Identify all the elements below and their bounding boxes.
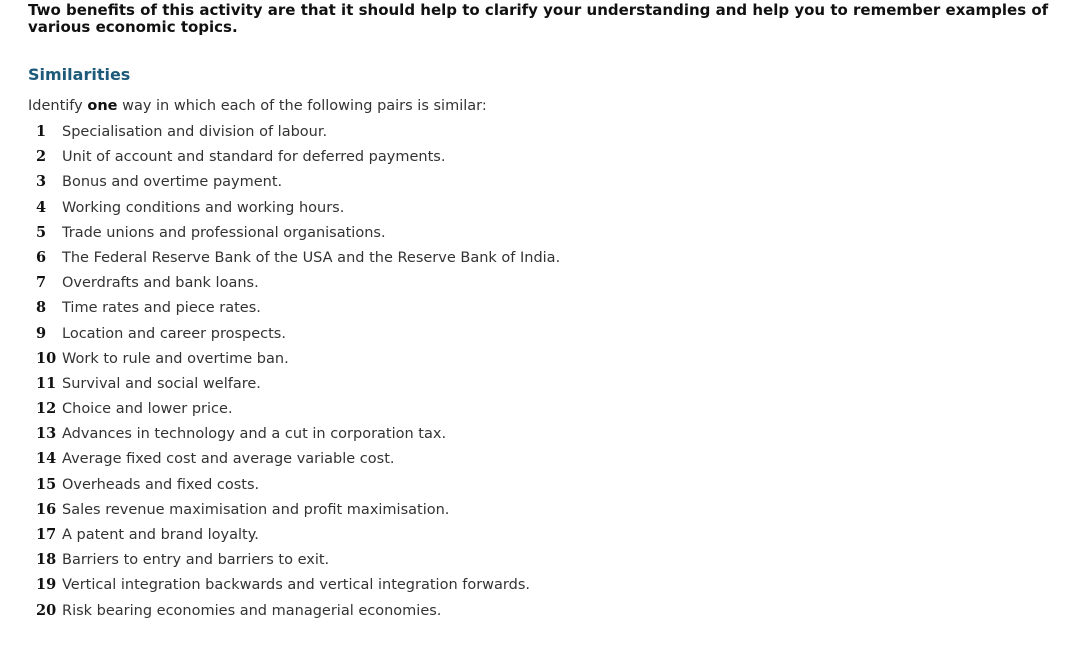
list-item — [36, 297, 560, 322]
list-item-text: Unit of account and standard for deferred payments. — [62, 149, 446, 166]
list-item — [36, 574, 560, 599]
list-item-number: 19 — [36, 576, 57, 594]
list-item-text: Advances in technology and a cut in corporation tax. — [62, 426, 447, 443]
instruction-text — [28, 98, 487, 114]
list-item-text: A patent and brand loyalty. — [62, 527, 259, 543]
list-item-text: Risk bearing economies and managerial economies. — [62, 602, 442, 619]
list-item — [36, 197, 560, 222]
list-item-number: 18 — [36, 551, 57, 569]
list-item-text: Choice and lower price. — [62, 401, 233, 418]
list-item-number: 17 — [36, 526, 57, 543]
list-item-text: Specialisation and division of labour. — [62, 124, 328, 140]
list-item — [36, 474, 560, 499]
list-item — [36, 323, 560, 348]
list-item-text: Location and career prospects. — [62, 325, 286, 342]
list-item-text: Bonus and overtime payment. — [62, 174, 283, 191]
list-item-text: Survival and social welfare. — [62, 375, 261, 392]
list-item-number: 10 — [36, 349, 57, 367]
list-item — [36, 524, 560, 549]
list-item-number: 8 — [36, 299, 47, 317]
list-item-number: 11 — [36, 374, 57, 392]
list-item — [36, 423, 560, 448]
list-item-number: 1 — [36, 123, 47, 140]
list-item — [36, 222, 560, 247]
similarities-list — [36, 121, 560, 625]
list-item-number: 13 — [36, 425, 57, 443]
list-item — [36, 146, 560, 171]
section-heading: Similarities — [28, 65, 131, 84]
list-item-text: Barriers to entry and barriers to exit. — [62, 552, 330, 569]
list-item-number: 12 — [36, 400, 57, 418]
list-item-number: 14 — [36, 450, 57, 468]
list-item-number: 6 — [36, 248, 47, 266]
list-item-text: Overdrafts and bank loans. — [62, 275, 259, 292]
list-item-text: Vertical integration backwards and vertical integration forwards. — [62, 577, 531, 594]
list-item — [36, 348, 560, 373]
list-item — [36, 549, 560, 574]
list-item — [36, 448, 560, 473]
list-item-text: Work to rule and overtime ban. — [62, 350, 289, 367]
list-item-number: 9 — [36, 324, 47, 342]
list-item — [36, 373, 560, 398]
list-item-number: 2 — [36, 148, 47, 166]
list-item-text: Working conditions and working hours. — [62, 199, 345, 216]
list-item-text: Average fixed cost and average variable cost. — [62, 451, 395, 468]
list-item — [36, 272, 560, 297]
list-item-text: The Federal Reserve Bank of the USA and the Reserve Bank of India. — [62, 249, 561, 266]
instruction-emphasis: one — [87, 98, 118, 114]
list-item-number: 7 — [36, 274, 47, 292]
intro-paragraph: Two benefits of this activity are that it should help to clarify your understanding and help you to remember examples of various economic topics. — [28, 1, 1049, 36]
list-item-text: Trade unions and professional organisations. — [62, 224, 386, 241]
list-item-number: 3 — [36, 173, 47, 191]
list-item — [36, 398, 560, 423]
list-item — [36, 121, 560, 146]
list-item-number: 20 — [36, 601, 57, 619]
list-item-number: 4 — [36, 198, 47, 216]
list-item — [36, 600, 560, 625]
instruction-before: Identify — [28, 98, 88, 114]
list-item-number: 5 — [36, 223, 47, 241]
list-item-number: 15 — [36, 475, 57, 493]
list-item — [36, 247, 560, 272]
list-item-text: Sales revenue maximisation and profit maximisation. — [62, 501, 450, 518]
instruction-after: way in which each of the following pairs is similar: — [117, 98, 487, 114]
list-item-number: 16 — [36, 500, 57, 518]
list-item-text: Time rates and piece rates. — [62, 300, 261, 317]
list-item — [36, 171, 560, 196]
list-item-text: Overheads and fixed costs. — [62, 476, 260, 493]
list-item — [36, 499, 560, 524]
